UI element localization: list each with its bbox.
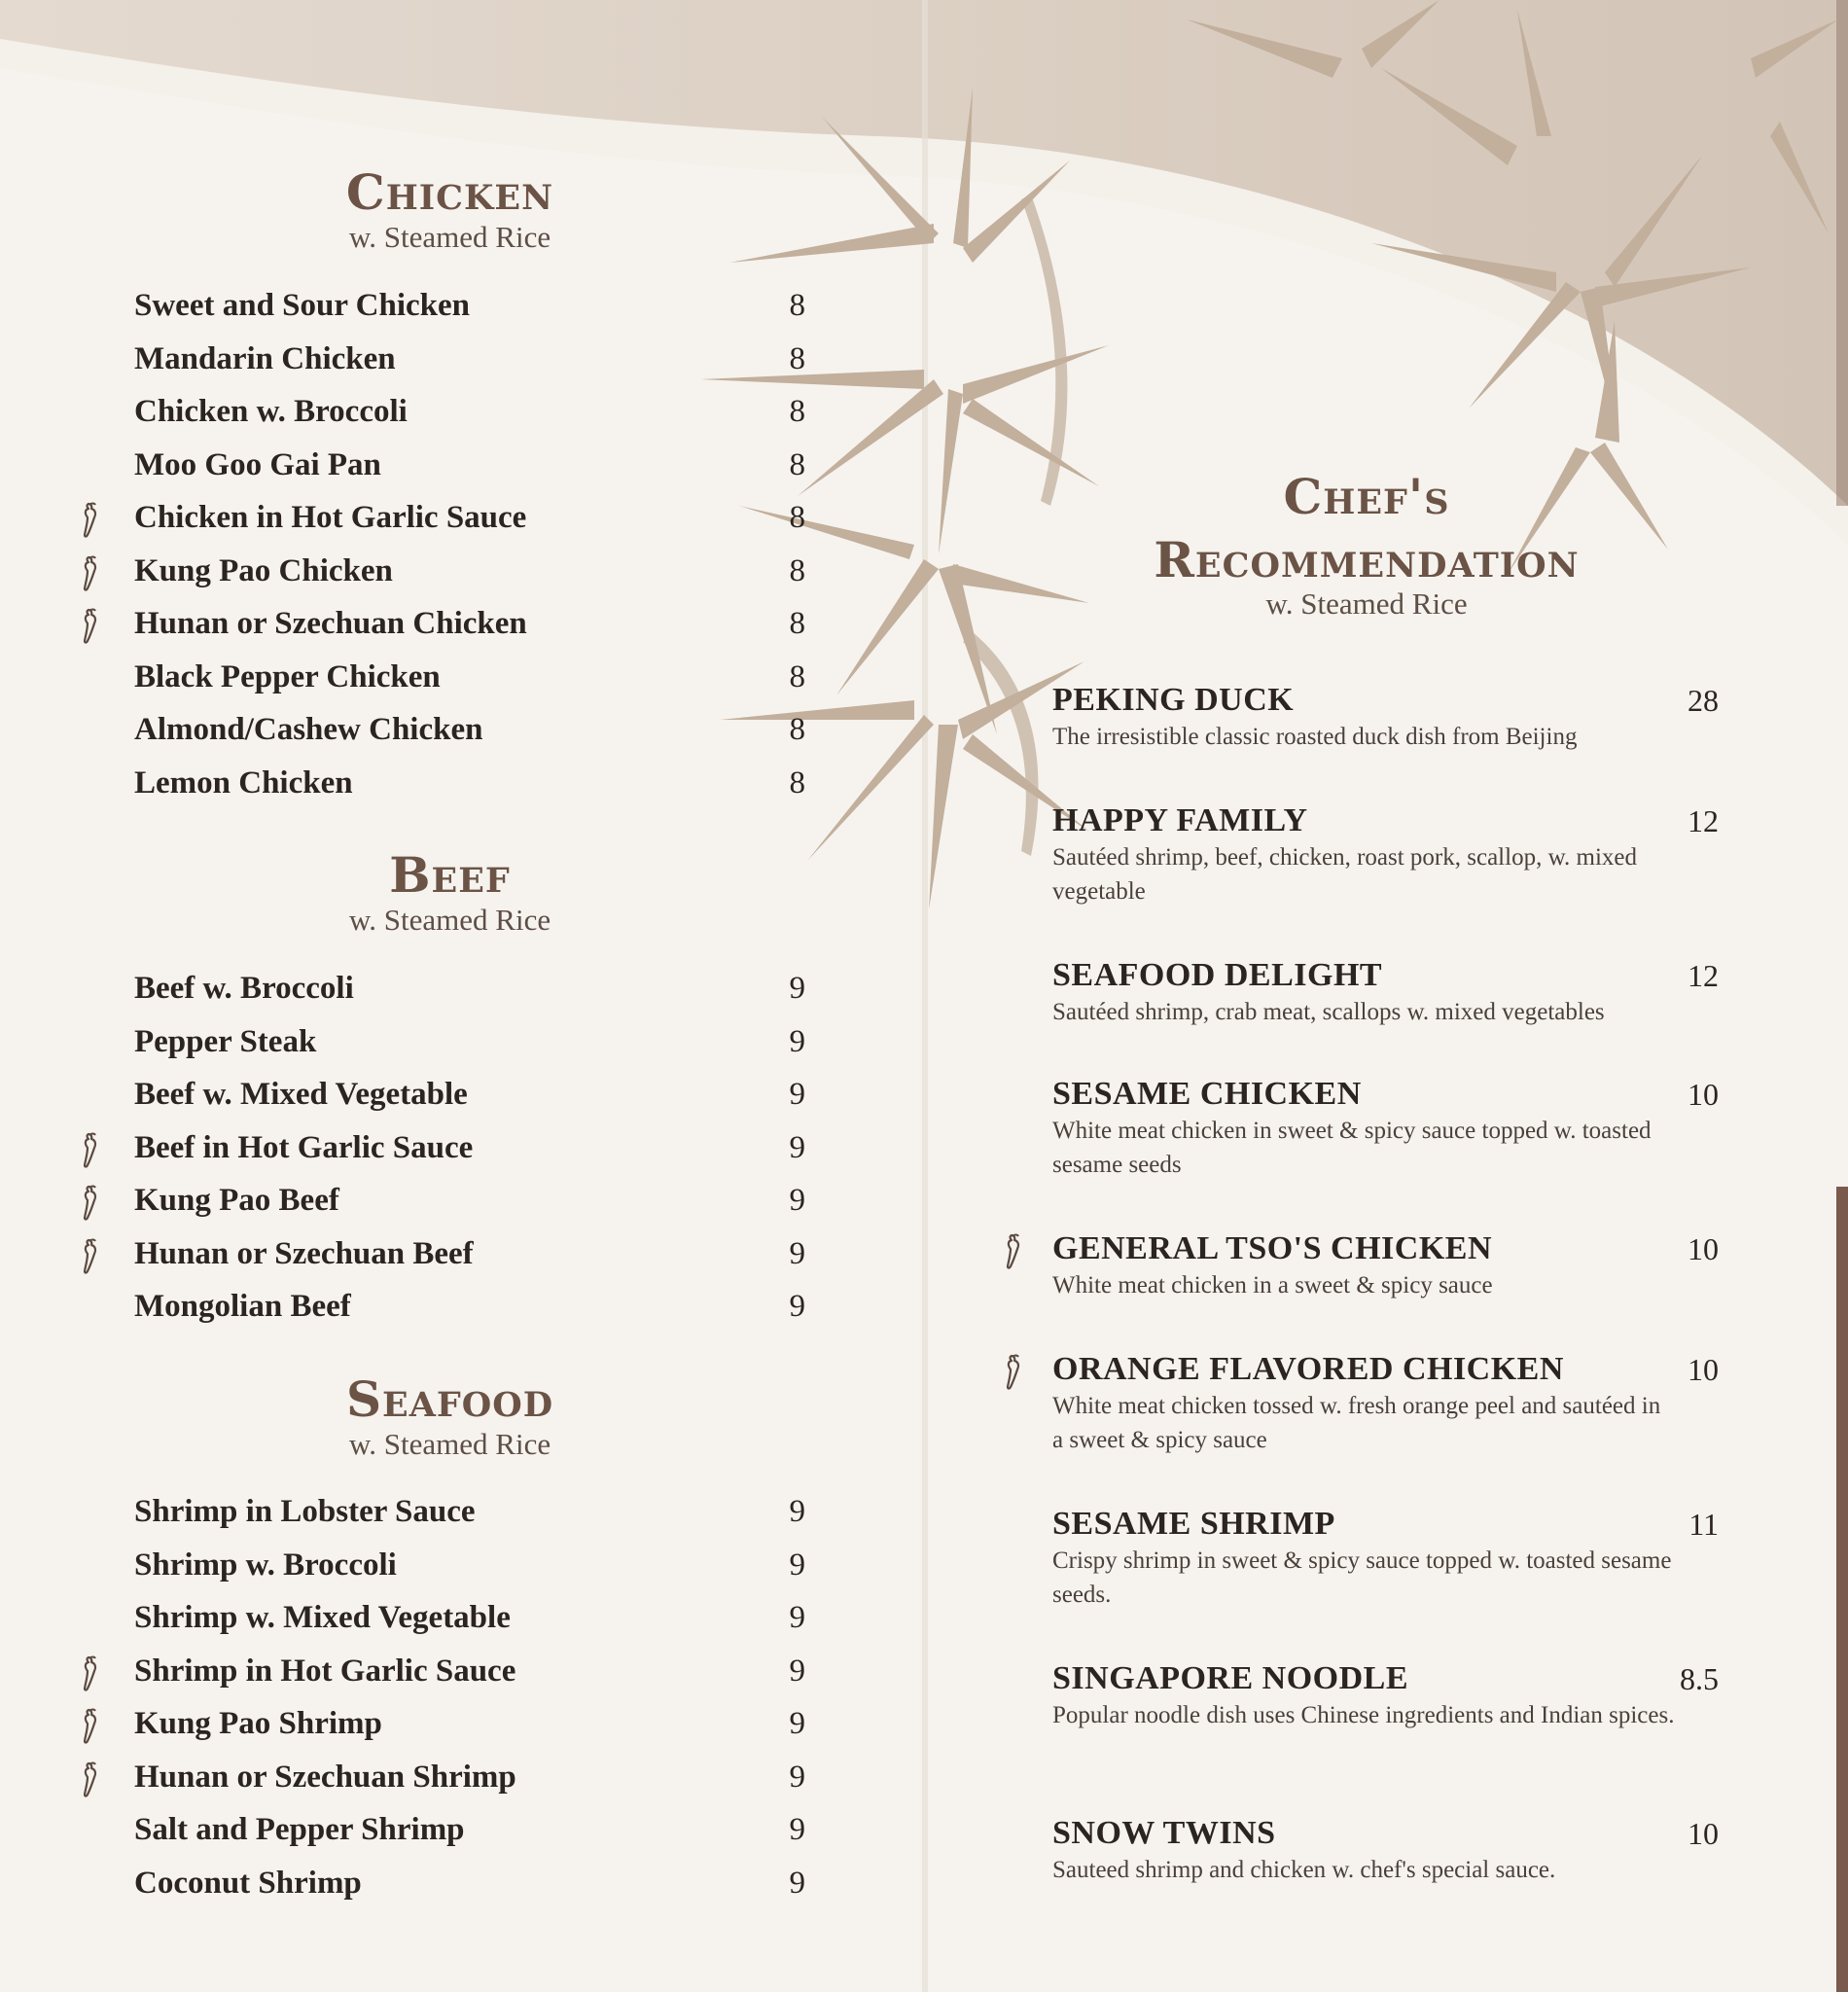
recommendation-name: HAPPY FAMILY [1052,802,1308,838]
chefs-recommendation-header [1148,468,1585,622]
recommendation-name: PEKING DUCK [1052,682,1295,718]
menu-item-name: Shrimp in Lobster Sauce [134,1494,476,1529]
menu-item-price: 8 [789,712,805,747]
menu-item-price: 9 [789,1494,805,1529]
chili-pepper-icon [76,502,101,539]
menu-item-price: 8 [789,288,805,323]
menu-item-price: 8 [789,606,805,641]
section-subtitle: w. Steamed Rice [348,902,551,937]
menu-item [134,1857,805,1910]
recommendation-description: White meat chicken in sweet & spicy sauce topped w. toasted sesame seeds [1052,1118,1652,1178]
menu-item-name: Kung Pao Shrimp [134,1706,382,1741]
menu-item-name: Moo Goo Gai Pan [134,446,381,482]
recommendation-item [1052,1350,1719,1457]
recommendation-price: 10 [1688,1816,1719,1851]
menu-item [134,703,805,757]
section-title-line1: Chef's [1283,468,1450,525]
recommendation-price: 12 [1688,958,1719,993]
recommendation-price: 10 [1688,1077,1719,1112]
recommendation-description: White meat chicken in a sweet & spicy sauce [1052,1272,1493,1298]
menu-item-price: 9 [789,1077,805,1112]
menu-item [134,385,805,439]
recommendation-item [1052,1659,1719,1732]
recommendation-price: 10 [1688,1352,1719,1387]
recommendation-item [1052,1075,1719,1182]
menu-item-price: 9 [789,1023,805,1059]
menu-item-name: Almond/Cashew Chicken [134,712,483,747]
menu-item-name: Hunan or Szechuan Shrimp [134,1759,516,1795]
menu-item-name: Shrimp w. Mixed Vegetable [134,1600,511,1635]
menu-item-name: Salt and Pepper Shrimp [134,1812,465,1847]
recommendation-name: SNOW TWINS [1052,1815,1276,1851]
recommendation-item [1052,681,1719,754]
recommendation-description: The irresistible classic roasted duck dish from Beijing [1052,724,1578,750]
menu-item-price: 9 [789,1706,805,1741]
menu-item-price: 8 [789,446,805,482]
recommendation-description: Sautéed shrimp, crab meat, scallops w. mixed vegetables [1052,999,1605,1025]
menu-item-price: 8 [789,765,805,800]
menu-item-price: 9 [789,1183,805,1218]
menu-item-price: 9 [789,1235,805,1271]
menu-item [134,1280,805,1334]
menu-item [134,1803,805,1857]
menu-item [134,1539,805,1592]
recommendation-description: Popular noodle dish uses Chinese ingredients and Indian spices. [1052,1702,1675,1728]
section-title: Seafood [345,1370,554,1428]
menu-item-name: Mongolian Beef [134,1289,351,1324]
menu-item [134,1697,805,1751]
menu-item-price: 8 [789,394,805,429]
recommendation-name: SESAME SHRIMP [1052,1506,1335,1542]
recommendation-item [1052,801,1719,908]
recommendation-name: ORANGE FLAVORED CHICKEN [1052,1351,1564,1387]
chili-pepper-icon [76,1708,101,1745]
recommendation-description: Sautéed shrimp, beef, chicken, roast pork, scallop, w. mixed vegetable [1052,844,1637,905]
seafood-section-header [311,1370,588,1462]
menu-item [134,439,805,492]
recommendation-price: 28 [1688,683,1719,718]
recommendation-item [1052,1229,1719,1302]
menu-item-name: Lemon Chicken [134,765,353,800]
menu-item-name: Mandarin Chicken [134,340,396,376]
chili-pepper-icon [76,1655,101,1692]
beef-menu-list [134,962,805,1334]
recommendation-description: White meat chicken tossed w. fresh orange peel and sautéed in a sweet & spicy sauce [1052,1393,1661,1453]
chili-pepper-icon [76,1132,101,1169]
chicken-section-header [311,163,588,255]
menu-item-price: 9 [789,1289,805,1324]
menu-item [134,1121,805,1175]
menu-item-name: Beef w. Broccoli [134,971,354,1006]
chili-pepper-icon [76,1185,101,1222]
menu-item-name: Hunan or Szechuan Beef [134,1235,474,1271]
menu-item [134,333,805,386]
menu-item-price: 9 [789,1600,805,1635]
menu-item [134,962,805,1015]
section-subtitle: w. Steamed Rice [348,1426,551,1461]
menu-item [134,757,805,810]
menu-item [134,1645,805,1698]
menu-item-price: 8 [789,340,805,376]
recommendation-item [1052,1814,1719,1887]
menu-item-name: Chicken w. Broccoli [134,394,408,429]
seafood-menu-list [134,1485,805,1909]
menu-item-name: Chicken in Hot Garlic Sauce [134,500,527,535]
menu-item-name: Black Pepper Chicken [134,658,441,694]
menu-item-price: 9 [789,1547,805,1583]
menu-item-name: Kung Pao Beef [134,1183,339,1218]
menu-item [134,1015,805,1069]
menu-item [134,1227,805,1281]
recommendation-name: SINGAPORE NOODLE [1052,1660,1408,1696]
menu-item-name: Shrimp w. Broccoli [134,1547,397,1583]
menu-item-name: Beef w. Mixed Vegetable [134,1077,468,1112]
menu-item-price: 8 [789,658,805,694]
menu-item-name: Coconut Shrimp [134,1865,362,1901]
menu-item [134,1591,805,1645]
menu-item-price: 9 [789,1865,805,1901]
menu-item [134,545,805,598]
menu-item [134,651,805,704]
menu-item [134,1174,805,1227]
recommendation-item [1052,956,1719,1029]
menu-item-price: 9 [789,971,805,1006]
recommendation-name: GENERAL TSO'S CHICKEN [1052,1230,1493,1266]
recommendation-price: 8.5 [1680,1661,1719,1696]
section-subtitle: w. Steamed Rice [1265,587,1468,621]
recommendation-description: Crispy shrimp in sweet & spicy sauce topped w. toasted sesame seeds. [1052,1547,1672,1608]
recommendation-price: 12 [1688,803,1719,838]
menu-item [134,1485,805,1539]
menu-item [134,1068,805,1121]
chili-pepper-icon [76,1761,101,1798]
section-subtitle: w. Steamed Rice [348,219,551,254]
menu-item [134,597,805,651]
menu-item-name: Pepper Steak [134,1023,317,1059]
menu-item [134,279,805,333]
menu-item-price: 8 [789,500,805,535]
menu-item-name: Sweet and Sour Chicken [134,288,471,323]
chicken-menu-list [134,279,805,809]
chili-pepper-icon [76,555,101,592]
chili-pepper-icon [76,608,101,645]
menu-item-name: Kung Pao Chicken [134,552,393,588]
menu-item [134,1751,805,1804]
menu-item-name: Hunan or Szechuan Chicken [134,606,527,641]
menu-item-name: Shrimp in Hot Garlic Sauce [134,1653,516,1689]
right-menu-page [924,0,1848,1992]
recommendation-name: SESAME CHICKEN [1052,1076,1362,1112]
chefs-recommendation-list [1052,681,1719,1897]
menu-item-price: 8 [789,552,805,588]
menu-item [134,491,805,545]
recommendation-name: SEAFOOD DELIGHT [1052,957,1383,993]
section-title: Chicken [345,163,554,221]
recommendation-description: Sauteed shrimp and chicken w. chef's special sauce. [1052,1857,1556,1883]
menu-item-price: 9 [789,1812,805,1847]
recommendation-price: 10 [1688,1231,1719,1266]
menu-item-price: 9 [789,1129,805,1165]
chili-pepper-icon [999,1233,1024,1270]
menu-item-name: Beef in Hot Garlic Sauce [134,1129,474,1165]
recommendation-item [1052,1505,1719,1612]
recommendation-price: 11 [1688,1507,1719,1542]
menu-item-price: 9 [789,1653,805,1689]
chili-pepper-icon [76,1238,101,1275]
section-title: Beef [389,846,511,904]
beef-section-header [311,846,588,938]
menu-item-price: 9 [789,1759,805,1795]
section-title-line2: Recommendation [1154,530,1580,588]
chili-pepper-icon [999,1354,1024,1391]
